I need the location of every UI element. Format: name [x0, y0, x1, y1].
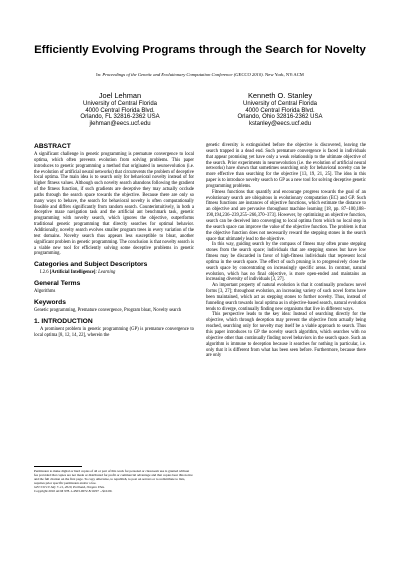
citation-venue: Proceedings of the Genetic and Evolutionary Computation Conference (GECCO 2010).: [102, 72, 264, 77]
paper-title: Efficiently Evolving Programs through the Search for Novelty: [34, 44, 366, 56]
author-block: [215, 92, 345, 128]
author-address: 4000 Central Florida Blvd.: [245, 107, 315, 114]
body-paragraph: Fitness functions that quantify and encourage progress towards the goal of an evolutionary search are ubiquitous in evolutionary computation (EC) and GP. Such fitness functions are instances of objective functions, which estimate the distance to an objective and are pervasive throughout machine learning [18, pp. 87–100,188–190,194,236–239,255–266,370–373]. However, by optimizing an objective function, search can be deceived into converging to local optima from which no local step in the search space can improve the value of the objective function. The problem is that the objective function does not necessarily reward the stepping stones in the search space that ultimately lead to the objective.: [206, 189, 366, 242]
author-email[interactable]: jlehman@eecs.ucf.edu: [89, 121, 151, 128]
left-column: [34, 143, 194, 338]
body-paragraph: This perspective leads to the key idea: Instead of searching directly for the objective, which through deception may prevent the objective from actually being reached, searching only for novelty may itself be a viable approach to search. Thus this paper introduces to GP the novelty search algorithm, which searches with no objective other than continually finding novel behaviors in the search space. Such an algorithm is immune to deception because it searches for nothing in particular, i.e. only that it is different from what has been seen before. Furthermore, because there are only: [206, 312, 366, 359]
category-sub: : Learning: [95, 270, 116, 276]
author-block: [55, 92, 185, 128]
permission-text: Permission to make digital or hard copies of all or part of this work for personal or classroom use is granted without fee provided that copies are not made or distributed for profit or commercial advantage and that copies bear this notice and the full citation on the first page. To copy otherwise, to republish, to post on servers or to redistribute to lists, requires prior specific permission and/or a fee.: [34, 469, 193, 486]
citation-prefix: In:: [96, 72, 103, 77]
abstract-heading: ABSTRACT: [34, 143, 71, 150]
keywords-text: Genetic programming, Premature convergence, Program bloat, Novelty search: [34, 307, 182, 313]
keywords-heading: Keywords: [34, 298, 66, 306]
body-paragraph: In this way, guiding search by the compass of fitness may often prune stepping stones from the search space; individuals that are stepping stones but have low fitness may be discarded in favor of high-fitness individuals that represent local optima in the search space. The effect of such pruning is to progressively close the search space by concentrating on increasingly specific areas. In contrast, natural evolution, which has no final objective, is more open-ended and maintains an increasing diversity of individuals [3, 27].: [206, 242, 366, 283]
categories-heading: Categories and Subject Descriptors: [34, 261, 148, 269]
author-email[interactable]: kstanley@eecs.ucf.edu: [248, 121, 312, 128]
categories-text: [34, 270, 194, 276]
footer-rule: [34, 466, 82, 467]
author-affiliation: University of Central Florida: [82, 100, 158, 107]
citation-location: New York, NY:ACM: [263, 72, 304, 77]
right-column: [206, 143, 366, 359]
permission-footer: [34, 466, 194, 494]
author-address: Orlando, FL 32816-2362 USA: [80, 114, 160, 121]
author-address: 4000 Central Florida Blvd.: [85, 107, 155, 114]
citation-line: [20, 72, 380, 78]
category-name: [Artificial Intelligence]: [49, 270, 96, 276]
category-code: I.2.6: [40, 270, 50, 276]
conference-line: GECCO'10 July 7–11, 2010, Portland, Oregon USA.: [34, 485, 105, 490]
author-address: Orlando, Ohio 32816-2362 USA: [237, 114, 323, 121]
abstract-text: A significant challenge in genetic programming is premature convergence to local optima, which often prevents evolution from solving problems. This paper introduces to genetic programming a method that originated in neuroevolution (i.e. the evolution of artificial neural networks) that circumvents the problem of deceptive local optima. The main idea is to search only for behavioral novelty instead of for higher fitness values. Although such novelty search abandons following the gradient of the fitness function, if such gradients are deceptive they may actually occlude paths through the search space towards the objective. Because there are only so many ways to behave, the search for behavioral novelty is often computationally feasible and differs significantly from random search. Counterintuitively, in both a deceptive maze navigation task and the artificial ant benchmark task, genetic programming with novelty search, which ignores the objective, outperforms traditional genetic programming that directly searches for optimal behavior. Additionally, novelty search evolves smaller program trees in every variation of the test domains. Novelty search thus appears less susceptible to bloat, another significant problem in genetic programming. The conclusion is that novelty search is a viable new tool for efficiently solving some deceptive problems in genetic programming.: [34, 152, 194, 257]
body-paragraph: genetic diversity is extinguished before the objective is discovered, leaving the search trapped in a dead end. Such premature convergence is faced in individuals that appear promising yet have only a weak relationship to the ultimate objective of the search. Prior experiments in neuroevolution (i.e. the evolution of artificial neural networks) have shown that sometimes searching only for behavioral novelty can be more effective than searching for the objective [13, 19, 21, 25]. The idea in this paper is to introduce novelty search to GP as a new tool for solving deceptive genetic programming problems.: [206, 143, 366, 189]
general-terms-heading: General Terms: [34, 280, 81, 288]
author-affiliation: University of Central Florida: [242, 100, 318, 107]
body-paragraph: An important property of natural evolution is that it continually produces novel forms [3, 27]; throughout evolution, an increasing variety of such novel forms have been maintained, which act as stepping stones to further novelty. Thus, instead of funneling search towards local optima as in objective-based search, natural evolution tends to diverge, continually finding new organisms that live in different ways.: [206, 283, 366, 312]
author-name: Kenneth O. Stanley: [247, 91, 313, 100]
author-name: Joel Lehman: [98, 91, 142, 100]
introduction-text: A prominent problem in genetic programming (GP) is premature convergence to local optima [8, 12, 14, 22], wherein the: [34, 326, 194, 338]
general-terms-text: Algorithms: [34, 289, 56, 295]
introduction-heading: 1. INTRODUCTION: [34, 317, 93, 325]
copyright-line: Copyright 2010 ACM 978-1-4503-0072-8/10/07 ...$10.00.: [34, 489, 113, 494]
